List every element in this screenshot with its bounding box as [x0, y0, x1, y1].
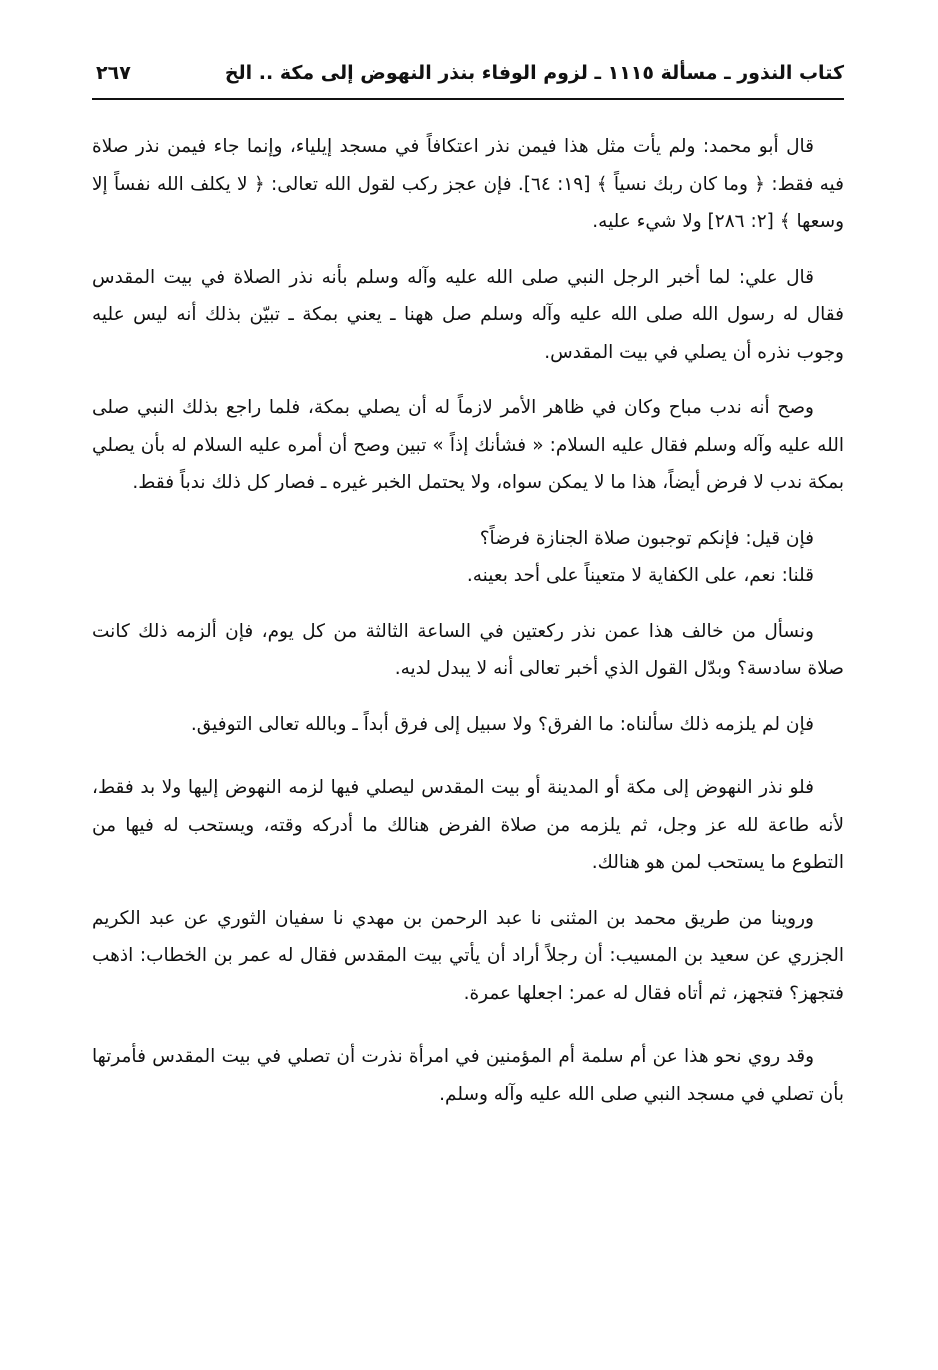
paragraph-ali-bayt-al-maqdis: قال علي: لما أخبر الرجل النبي صلى الله عليه وآله وسلم بأنه نذر الصلاة في بيت المقدس فقال له رسول الله صلى الله عليه وآله وسلم صل ههنا ـ يعني بمكة ـ تبيّن بذلك أنه ليس عليه وجوب نذره أن يصلي في بيت المقدس.	[92, 266, 844, 363]
paragraph-nadb-mubah: وصح أنه ندب مباح وكان في ظاهر الأمر لازماً له أن يصلي بمكة، فلما راجع بذلك النبي صلى الله عليه وآله وسلم فقال عليه السلام: « فشأنك إذاً » تبين وصح أن أمره عليه السلام له بأن يصلي بمكة ندب لا فرض أيضاً، هذا ما لا يمكن سواه، ولا يحتمل الخبر غيره ـ فصار كل ذلك ندباً فقط.	[92, 397, 844, 493]
paragraph-nahud-makkah: فلو نذر النهوض إلى مكة أو المدينة أو بيت المقدس ليصلي فيها لزمه النهوض إليها ولا بد فقط، لأنه طاعة لله عز وجل، ثم يلزمه من صلاة الفرض هنالك ما أدركه وقته، ويستحب له فيها من التطوع ما يستحب لمن هو هنالك.	[92, 777, 844, 873]
paragraph-umm-salama: وقد روي نحو هذا عن أم سلمة أم المؤمنين في امرأة نذرت أن تصلي في بيت المقدس فأمرتها بأن تصلي في مسجد النبي صلى الله عليه وآله وسلم.	[92, 1046, 844, 1105]
paragraph-question-janaza: فإن قيل: فإنكم توجبون صلاة الجنازة فرضاً؟	[479, 527, 814, 549]
paragraph-two-rakahs: ونسأل من خالف هذا عمن نذر ركعتين في الساعة الثالثة من كل يوم، فإن ألزمه ذلك كانت صلاة سادسة؟ وبدّل القول الذي أخبر تعالى أنه لا يبدل لديه.	[92, 620, 844, 679]
running-header	[92, 56, 844, 100]
paragraph-abu-muhammad: قال أبو محمد: ولم يأت مثل هذا فيمن نذر اعتكافاً في مسجد إيلياء، وإنما جاء فيمن نذر صلاة فيه فقط: ﴿ وما كان ربك نسياً ﴾ [١٩: ٦٤]. فإن عجز ركب لقول الله تعالى: ﴿ لا يكلف الله نفساً إلا وسعها ﴾ [٢: ٢٨٦] ولا شيء عليه.	[92, 136, 844, 232]
page-body	[92, 128, 844, 1113]
paragraph-no-difference: فإن لم يلزمه ذلك سألناه: ما الفرق؟ ولا سبيل إلى فرق أبداً ـ وبالله تعالى التوفيق.	[190, 713, 814, 735]
page-number: ٢٦٧	[96, 62, 131, 84]
paragraph-riwaya-umar: وروينا من طريق محمد بن المثنى نا عبد الرحمن بن مهدي نا سفيان الثوري عن عبد الكريم الجزري عن سعيد بن المسيب: أن رجلاً أراد أن يأتي بيت المقدس فقال له عمر بن الخطاب: اذهب فتجهز؟ فتجهز، ثم أتاه فقال له عمر: اجعلها عمرة.	[92, 907, 844, 1004]
chapter-title: كتاب النذور ـ مسألة ١١١٥ ـ لزوم الوفاء بنذر النهوض إلى مكة .. الخ	[224, 62, 844, 84]
paragraph-answer-kifaya: قلنا: نعم، على الكفاية لا متعيناً على أحد بعينه.	[466, 565, 814, 586]
